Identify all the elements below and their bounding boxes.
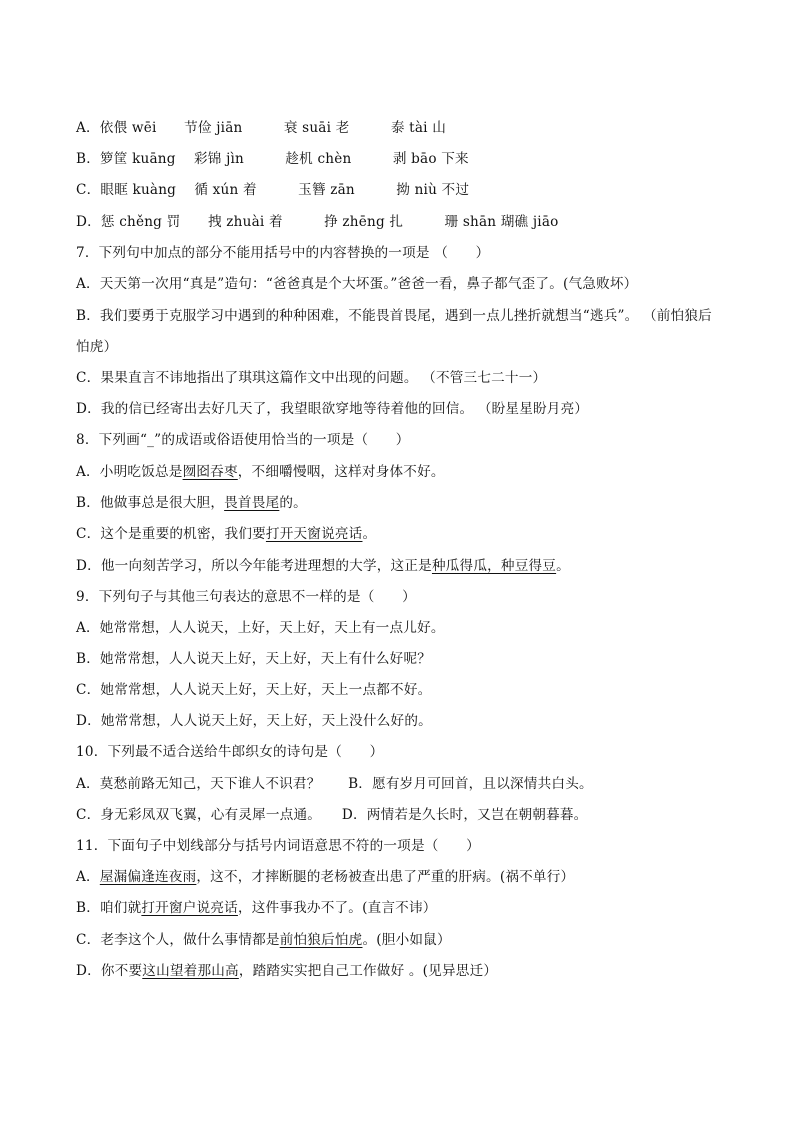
- q8-b-underlined: 畏首畏尾: [224, 495, 280, 511]
- q8-c-text-end: 。: [362, 526, 377, 542]
- q9-option-c: C．她常常想，人人说天上好，天上好，天上一点都不好。: [76, 682, 432, 698]
- q7-option-d: D．我的信已经寄出去好几天了，我望眼欲穿地等待着他的回信。 （盼星星盼月亮）: [76, 401, 589, 417]
- q8-stem: 8．下列画“_”的成语或俗语使用恰当的一项是（ ）: [76, 432, 410, 448]
- q8-d-underlined: 种瓜得瓜，种豆得豆: [431, 558, 557, 574]
- q7-option-c: C．果果直言不讳地指出了琪琪这篇作文中出现的问题。 （不管三七二十一）: [76, 370, 547, 386]
- q11-d-underlined: 这山望着那山高: [142, 963, 239, 979]
- q8-option-c: [76, 524, 376, 544]
- q8-d-text-end: 。: [556, 558, 570, 574]
- q11-option-d: [76, 961, 497, 981]
- q7-stem: 7．下列句中加点的部分不能用括号中的内容替换的一项是 （ ）: [76, 245, 490, 261]
- q10-options-ab: A．莫愁前路无知己，天下谁人不识君？ B．愿有岁月可回首，且以深情共白头。: [76, 776, 593, 792]
- q11-b-text-end: ，这件事我办不了。(直言不讳）: [237, 900, 437, 916]
- q8-a-underlined: 囫囵吞枣: [182, 464, 238, 480]
- q9-option-a: A．她常常想，人人说天，上好，天上好，天上有一点儿好。: [76, 620, 445, 636]
- q11-b-text: B．咱们就: [76, 900, 142, 916]
- q9-option-d: D．她常常想，人人说天上好，天上好，天上没什么好的。: [76, 713, 432, 729]
- q8-option-b: [76, 493, 307, 513]
- q11-option-a: [76, 867, 574, 887]
- q6-option-c: C．眼眶 kuàng 循 xún 着 玉簪 zān 拗 niù 不过: [76, 182, 470, 198]
- q8-a-text: A．小明吃饭总是: [76, 464, 183, 480]
- q8-option-d: [76, 556, 570, 576]
- q11-d-text-end: ，踏踏实实把自己工作做好 。(见异思迁）: [238, 963, 498, 979]
- q6-option-a: A．依偎 wēi 节俭 jiān 衰 suāi 老 泰 tài 山: [76, 120, 446, 136]
- q11-a-text-end: ，这不，才摔断腿的老杨被查出患了严重的肝病。(祸不单行）: [196, 869, 575, 885]
- q8-b-text-end: 的。: [279, 495, 307, 511]
- q11-option-c: [76, 930, 451, 950]
- q11-option-b: [76, 898, 437, 918]
- q11-stem: 11．下面句子中划线部分与括号内词语意思不符的一项是（ ）: [76, 838, 480, 854]
- q11-c-text-end: 。(胆小如鼠）: [362, 932, 451, 948]
- q11-a-text: A．: [76, 869, 100, 885]
- q7-option-a: A．天天第一次用“真是”造句：“爸爸真是个大坏蛋。”爸爸一看，鼻子都气歪了。(气急败坏）: [76, 276, 638, 292]
- q11-c-underlined: 前怕狼后怕虎: [279, 932, 363, 948]
- q8-c-underlined: 打开天窗说亮话: [265, 526, 363, 542]
- q8-option-a: [76, 462, 445, 482]
- q11-c-text: C．老李这个人，做什么事情都是: [76, 932, 280, 948]
- q8-c-text: C．这个是重要的机密，我们要: [76, 526, 266, 542]
- q11-b-underlined: 打开窗户说亮话: [141, 900, 238, 916]
- q8-b-text: B．他做事总是很大胆，: [76, 495, 225, 511]
- q8-d-text: D．他一向刻苦学习，所以今年能考进理想的大学，这正是: [76, 558, 432, 574]
- q11-a-underlined: 屋漏偏逢连夜雨: [99, 869, 197, 885]
- q9-stem: 9．下列句子与其他三句表达的意思不一样的是（ ）: [76, 589, 416, 605]
- q6-option-b: B．箩筐 kuāng 彩锦 jìn 趁机 chèn 剥 bāo 下来: [76, 151, 469, 167]
- q10-stem: 10．下列最不适合送给牛郎织女的诗句是（ ）: [76, 744, 384, 760]
- q6-option-d: D．惩 chěng 罚 拽 zhuài 着 挣 zhēng 扎 珊 shān 瑚礁 jiāo: [76, 214, 559, 230]
- q11-d-text: D．你不要: [76, 963, 143, 979]
- q9-option-b: B．她常常想，人人说天上好，天上好，天上有什么好呢？: [76, 651, 432, 667]
- q8-a-text-end: ，不细嚼慢咽，这样对身体不好。: [237, 464, 445, 480]
- q10-options-cd: C．身无彩凤双飞翼，心有灵犀一点通。 D．两情若是久长时，又岂在朝朝暮暮。: [76, 807, 588, 823]
- q7-option-b-cont: 怕虎）: [76, 339, 118, 355]
- q7-option-b: B．我们要勇于克服学习中遇到的种种困难，不能畏首畏尾，遇到一点儿挫折就想当“逃兵”。 （前怕狼后: [76, 308, 712, 324]
